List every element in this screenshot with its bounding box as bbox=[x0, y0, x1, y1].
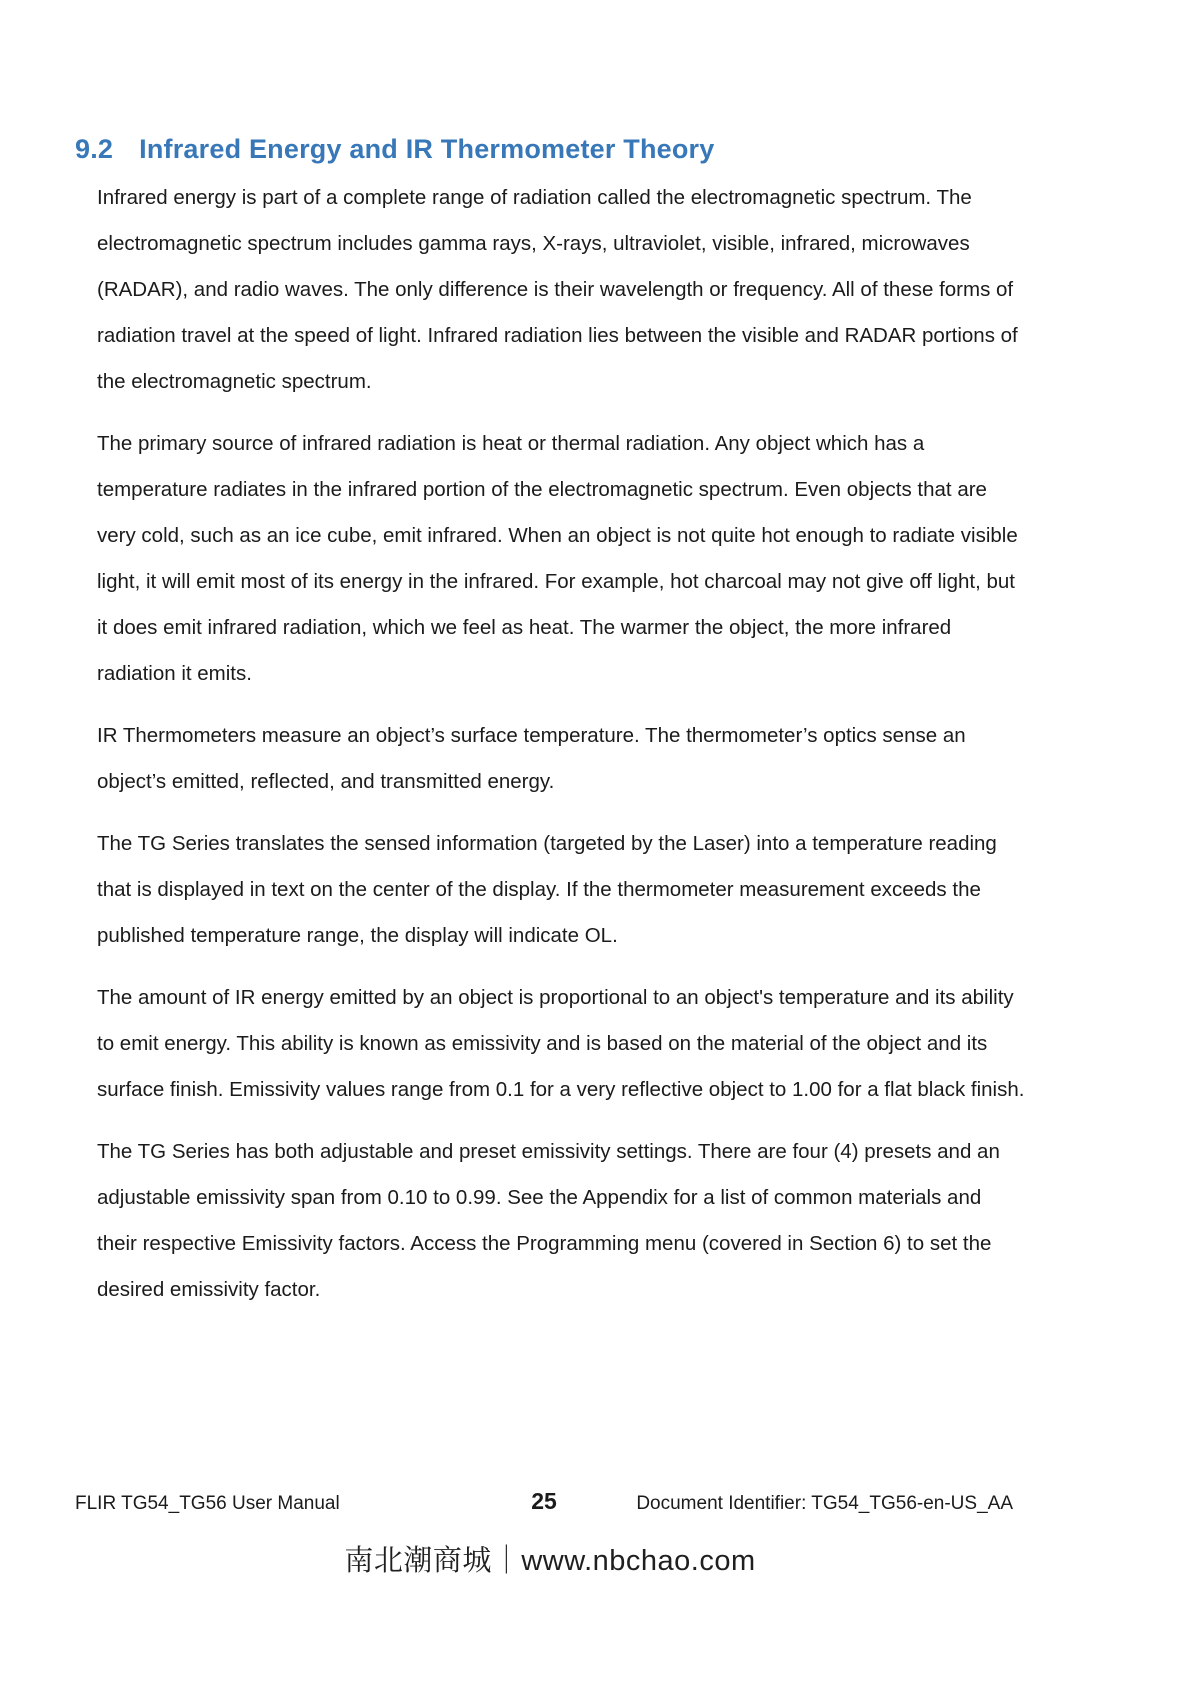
paragraph-5: The amount of IR energy emitted by an object is proportional to an object's temperature and its ability to emit energy. This ability is known as emissivity and is based on the material of the object and its surface finish. Emissivity values range from 0.1 for a very reflective object to 1.00 for a flat black finish. bbox=[97, 986, 1025, 1101]
paragraph-3: IR Thermometers measure an object’s surface temperature. The thermometer’s optics sense an object’s emitted, reflected, and transmitted energy. bbox=[97, 724, 966, 793]
paragraph-2: The primary source of infrared radiation is heat or thermal radiation. Any object which has a temperature radiates in the infrared portion of the electromagnetic spectrum. Even objects that are very cold, such as an ice cube, emit infrared. When an object is not quite hot enough to radiate visible light, it will emit most of its energy in the infrared. For example, hot charcoal may not give off light, but it does emit infrared radiation, which we feel as heat. The warmer the object, the more infrared radiation it emits. bbox=[97, 432, 1018, 685]
footer-document-identifier: Document Identifier: TG54_TG56-en-US_AA bbox=[636, 1493, 1013, 1514]
section-body bbox=[97, 175, 1025, 1329]
paragraph-6: The TG Series has both adjustable and preset emissivity settings. There are four (4) presets and an adjustable emissivity span from 0.10 to 0.99. See the Appendix for a list of common materials and their respective Emissivity factors. Access the Programming menu (covered in Section 6) to set the desired emissivity factor. bbox=[97, 1140, 1000, 1301]
footer-page-number: 25 bbox=[531, 1488, 557, 1514]
section-title: Infrared Energy and IR Thermometer Theory bbox=[139, 134, 715, 165]
paragraph-4: The TG Series translates the sensed information (targeted by the Laser) into a temperature reading that is displayed in text on the center of the display. If the thermometer measurement exceeds the published temperature range, the display will indicate OL. bbox=[97, 832, 997, 947]
watermark-text: 南北潮商城｜www.nbchao.com bbox=[344, 1545, 756, 1577]
section-number: 9.2 bbox=[75, 134, 114, 165]
page-footer bbox=[75, 1488, 1013, 1515]
paragraph-1: Infrared energy is part of a complete range of radiation called the electromagnetic spectrum. The electromagnetic spectrum includes gamma rays, X-rays, ultraviolet, visible, infrared, microwaves (RADAR), and radio waves. The only difference is their wavelength or frequency. All of these forms of radiation travel at the speed of light. Infrared radiation lies between the visible and RADAR portions of the electromagnetic spectrum. bbox=[97, 186, 1018, 393]
section-heading bbox=[75, 134, 714, 165]
footer-document-name: FLIR TG54_TG56 User Manual bbox=[75, 1493, 340, 1514]
